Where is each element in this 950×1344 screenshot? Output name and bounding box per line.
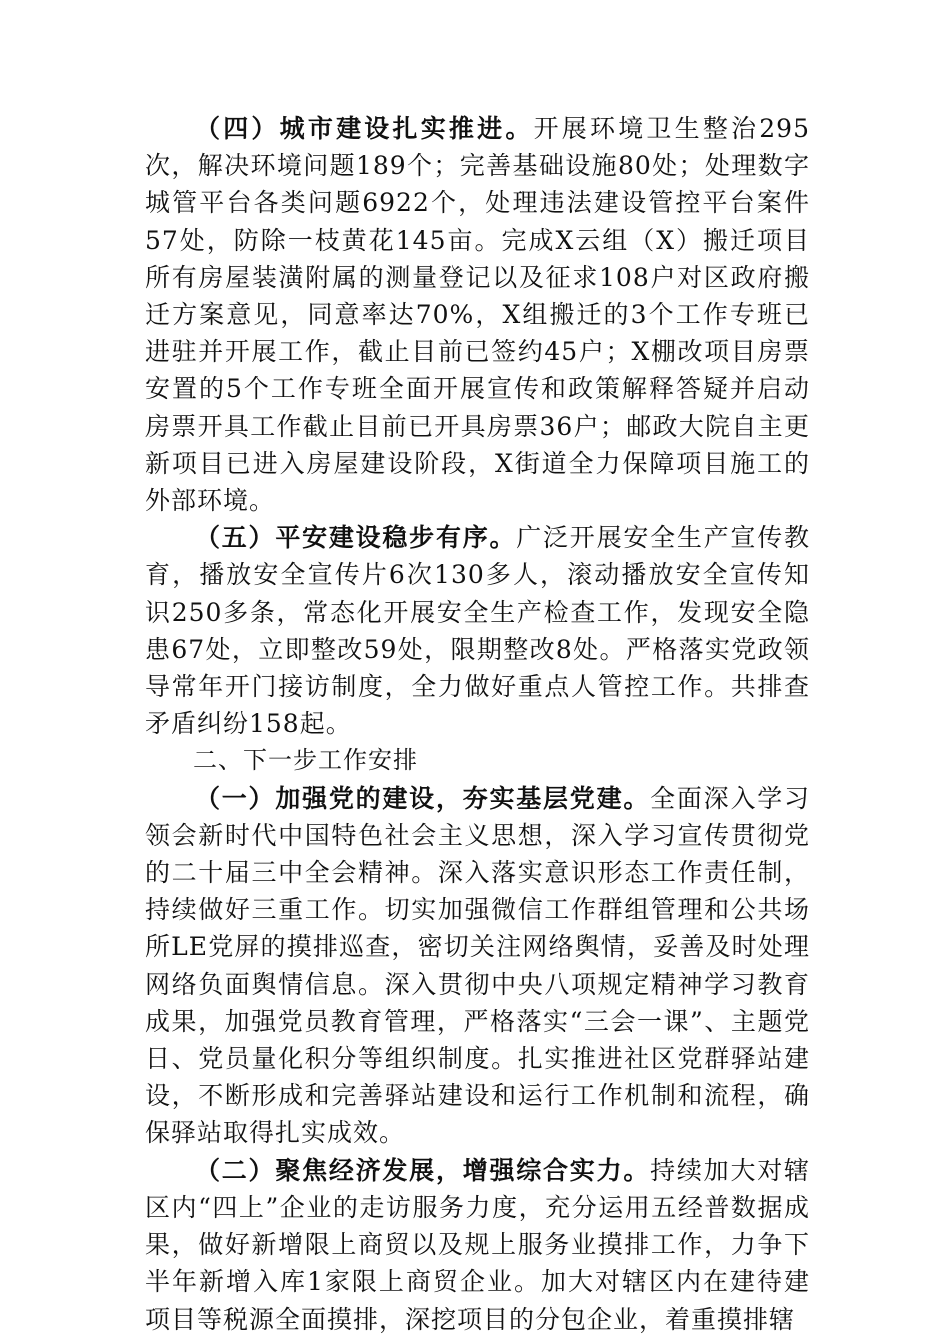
section-heading: 二、下一步工作安排 [193, 746, 418, 775]
paragraph-text: 持续加大对辖区内“四上”企业的走访服务力度，充分运用五经普数据成果，做好新增限上商贸以及规上服务业摸排工作，力争下半年新增入库1家限上商贸企业。加大对辖区内在建待建项目等税源全面摸排，深挖项目的分包企业，着重摸排辖 [145, 1155, 810, 1334]
paragraph-text: 全面深入学习领会新时代中国特色社会主义思想，深入学习宣传贯彻党的二十届三中全会精神。深入落实意识形态工作责任制，持续做好三重工作。切实加强微信工作群组管理和公共场所LE党屏的摸排巡查，密切关注网络舆情，妥善及时处理网络负面舆情信息。深入贯彻中央八项规定精神学习教育成果，加强党员教育管理，严格落实“三会一课”、主题党日、党员量化积分等组织制度。扎实推进社区党群驿站建设，不断形成和完善驿站建设和运行工作机制和流程，确保驿站取得扎实成效。 [145, 783, 810, 1148]
paragraph-text: 开展环境卫生整治295次，解决环境问题189个；完善基础设施80处；处理数字城管平台各类问题6922个，处理违法建设管控平台案件57处，防除一枝黄花145亩。完成X云组（X）搬迁项目所有房屋装潢附属的测量登记以及征求108户对区政府搬迁方案意见，同意率达70%，X组搬迁的3个工作专班已进驻并开展工作，截止目前已签约45户；X棚改项目房票安置的5个工作专班全面开展宣传和政策解释答疑并启动房票开具工作截止目前已开具房票36户；邮政大院自主更新项目已进入房屋建设阶段，X街道全力保障项目施工的外部环境。 [145, 114, 810, 516]
paragraph-safety-construction [145, 519, 810, 742]
document-body [145, 110, 810, 1338]
paragraph-text: 广泛开展安全生产宣传教育，播放安全宣传片6次130多人，滚动播放安全宣传知识250多条，常态化开展安全生产检查工作，发现安全隐患67处，立即整改59处，限期整改8处。严格落实党政领导常年开门接访制度，全力做好重点人管控工作。共排查矛盾纠纷158起。 [145, 523, 810, 739]
paragraph-party-building [145, 780, 810, 1152]
paragraph-lead: （二）聚焦经济发展，增强综合实力。 [195, 1155, 651, 1185]
paragraph-urban-construction [145, 110, 810, 519]
paragraph-economic-development [145, 1152, 810, 1338]
paragraph-lead: （一）加强党的建设，夯实基层党建。 [195, 783, 651, 813]
paragraph-lead: （四）城市建设扎实推进。 [195, 114, 534, 143]
paragraph-lead: （五）平安建设稳步有序。 [195, 523, 517, 553]
